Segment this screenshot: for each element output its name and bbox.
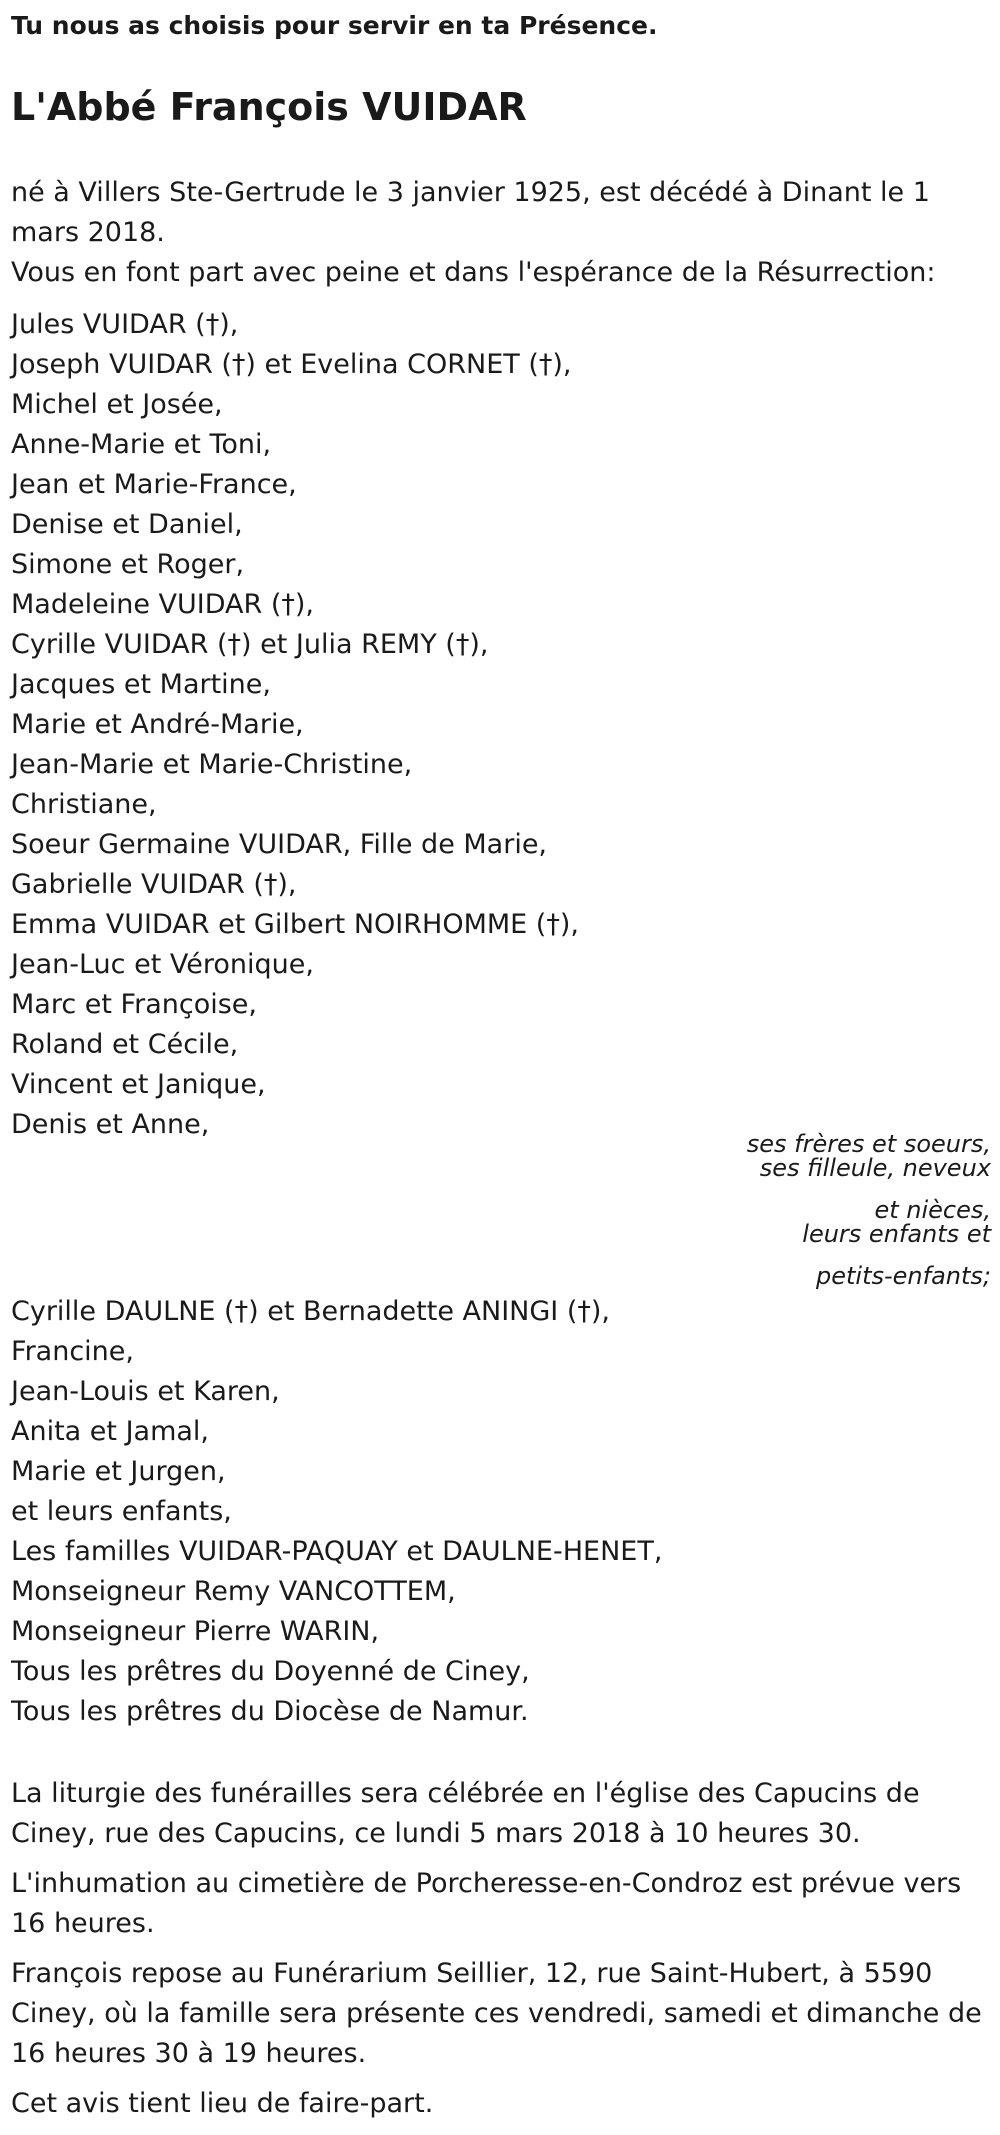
list-item: Cyrille VUIDAR (†) et Julia REMY (†),: [11, 629, 489, 660]
second-family-list: [11, 1292, 991, 1732]
list-item: Marc et Françoise,: [11, 989, 258, 1020]
relation-line: leurs enfants et: [802, 1220, 991, 1248]
birth-death-info: né à Villers Ste-Gertrude le 3 janvier 1925, est décédé à Dinant le 1 mars 2018.: [11, 177, 930, 248]
relation-line: ses filleule, neveux: [759, 1154, 991, 1182]
list-item: Monseigneur Remy VANCOTTEM,: [11, 1576, 456, 1607]
deceased-name: L'Abbé François VUIDAR: [11, 85, 527, 129]
list-item: Cyrille DAULNE (†) et Bernadette ANINGI (†),: [11, 1296, 610, 1327]
list-item: Simone et Roger,: [11, 549, 245, 580]
list-item: Jean-Marie et Marie-Christine,: [11, 749, 413, 780]
list-item: Vincent et Janique,: [11, 1069, 266, 1100]
list-item: Soeur Germaine VUIDAR, Fille de Marie,: [11, 829, 548, 860]
list-item: Anita et Jamal,: [11, 1416, 210, 1447]
list-item: et leurs enfants,: [11, 1496, 232, 1527]
list-item: Michel et Josée,: [11, 389, 223, 420]
funerarium-info: François repose au Funérarium Seillier, 12, rue Saint-Hubert, à 5590 Ciney, où la famille sera présente ces vendredi, samedi et dimanche de 16 heures 30 à 19 heures.: [11, 1958, 982, 2069]
list-item: Jean-Louis et Karen,: [11, 1376, 280, 1407]
relation-note: [591, 1132, 991, 1288]
list-item: Marie et Jurgen,: [11, 1456, 226, 1487]
list-item: Jules VUIDAR (†),: [11, 309, 239, 340]
list-item: Anne-Marie et Toni,: [11, 429, 272, 460]
list-item: Jacques et Martine,: [11, 669, 271, 700]
relation-line: ses frères et soeurs,: [746, 1130, 991, 1158]
list-item: Francine,: [11, 1336, 134, 1367]
relation-line: et nièces,: [874, 1196, 991, 1224]
list-item: Jean et Marie-France,: [11, 469, 297, 500]
closing-section: [11, 1774, 991, 2134]
list-item: Tous les prêtres du Doyenné de Ciney,: [11, 1656, 530, 1687]
list-item: Madeleine VUIDAR (†),: [11, 589, 314, 620]
header-quote: Tu nous as choisis pour servir en ta Présence.: [11, 11, 658, 40]
list-item: Joseph VUIDAR (†) et Evelina CORNET (†),: [11, 349, 572, 380]
list-item: Marie et André-Marie,: [11, 709, 304, 740]
list-item: Denise et Daniel,: [11, 509, 243, 540]
family-list: [11, 305, 991, 1145]
intro-section: [11, 173, 991, 293]
list-item: Jean-Luc et Véronique,: [11, 949, 314, 980]
list-item: Monseigneur Pierre WARIN,: [11, 1616, 380, 1647]
list-item: Les familles VUIDAR-PAQUAY et DAULNE-HENET,: [11, 1536, 663, 1567]
list-item: Gabrielle VUIDAR (†),: [11, 869, 297, 900]
list-item: Emma VUIDAR et Gilbert NOIRHOMME (†),: [11, 909, 579, 940]
list-item: Denis et Anne,: [11, 1109, 210, 1140]
relation-line: petits-enfants;: [816, 1262, 991, 1290]
notice-statement: Cet avis tient lieu de faire-part.: [11, 2088, 434, 2119]
list-item: Christiane,: [11, 789, 157, 820]
list-item: Roland et Cécile,: [11, 1029, 239, 1060]
list-item: Tous les prêtres du Diocèse de Namur.: [11, 1696, 529, 1727]
burial-info: L'inhumation au cimetière de Porcheresse-en-Condroz est prévue vers 16 heures.: [11, 1868, 962, 1939]
funeral-info: La liturgie des funérailles sera célébrée en l'église des Capucins de Ciney, rue des Capucins, ce lundi 5 mars 2018 à 10 heures 30.: [11, 1778, 920, 1849]
announcement-line: Vous en font part avec peine et dans l'espérance de la Résurrection:: [11, 257, 936, 288]
